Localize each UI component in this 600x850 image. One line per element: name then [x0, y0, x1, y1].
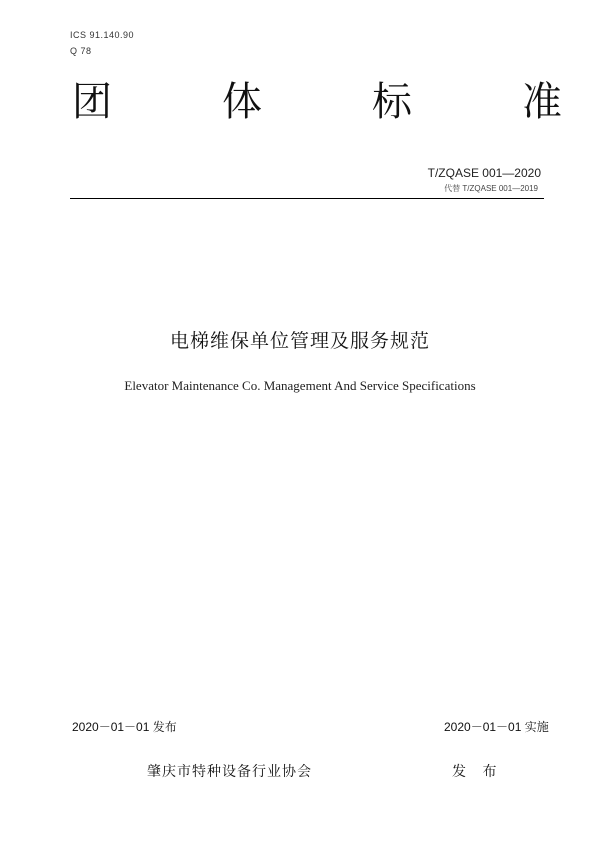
document-title-en: Elevator Maintenance Co. Management And Service Specifications	[124, 378, 476, 393]
banner-char-4: 准	[522, 79, 562, 125]
document-title-zh: 电梯维保单位管理及服务规范	[169, 330, 430, 352]
banner-char-1: 团	[72, 79, 112, 125]
banner-char-3: 标	[372, 79, 412, 125]
effective-date: 2020－01－01 实施	[444, 720, 549, 734]
standard-number: T/ZQASE 001—2020	[427, 166, 541, 180]
header-rule	[70, 198, 544, 199]
ics-code: ICS 91.140.90	[70, 30, 135, 40]
replaces-standard: 代替 T/ZQASE 001—2019	[444, 184, 538, 193]
banner-char-2: 体	[222, 79, 262, 125]
publish-date: 2020－01－01 发布	[72, 720, 177, 734]
publish-label: 发 布	[452, 764, 503, 780]
ccs-code: Q 78	[70, 46, 92, 56]
publisher-name: 肇庆市特种设备行业协会	[147, 764, 312, 780]
